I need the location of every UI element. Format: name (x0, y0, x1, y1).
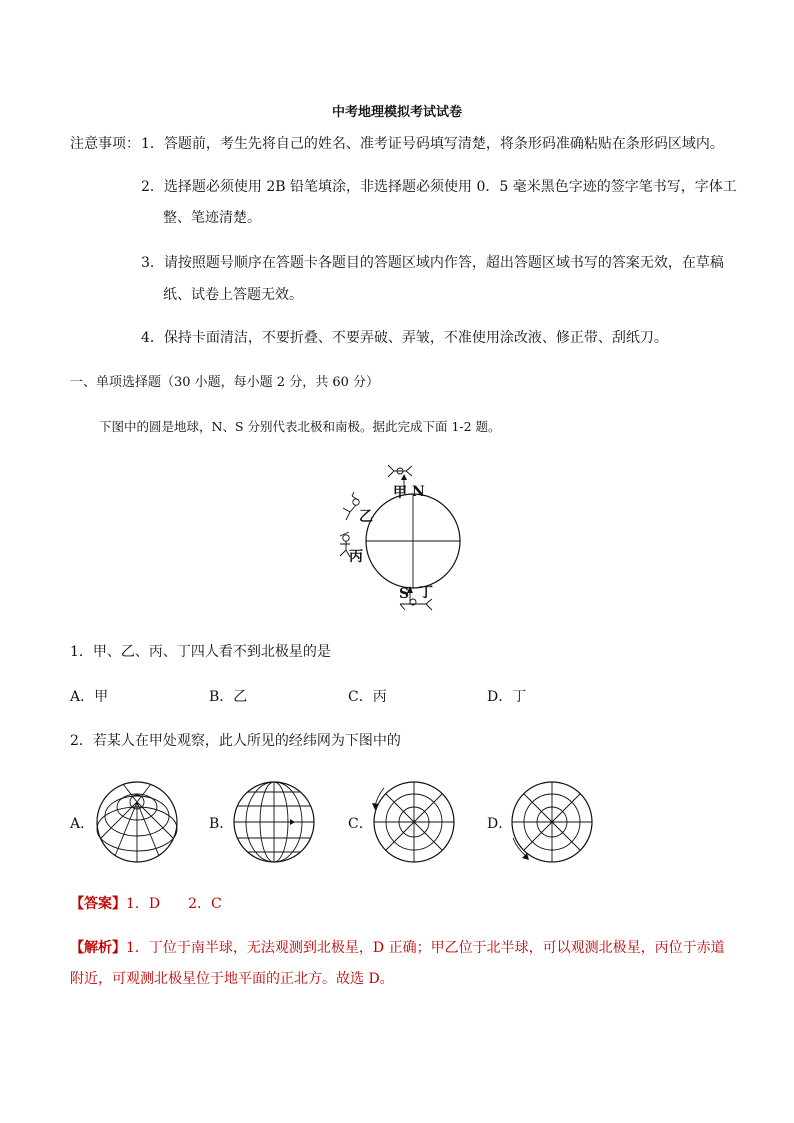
analysis-text-1: 1．丁位于南半球，无法观测到北极星，D 正确；甲乙位于北半球，可以观测北极星，丙位于赤道 (126, 940, 725, 956)
globe-b (232, 780, 316, 864)
north-arrowhead (401, 474, 407, 480)
person-jia-icon (388, 465, 412, 477)
question-1-option-a: A．甲 (70, 689, 109, 705)
notice-item-2-line-2: 整、笔迹清楚。 (163, 210, 261, 226)
page-title: 中考地理模拟考试试卷 (331, 105, 462, 120)
globe-c (372, 780, 456, 864)
answer-line (70, 897, 222, 911)
globe-a (95, 780, 179, 864)
label-north: N (412, 484, 425, 500)
analysis-tag: 【解析】 (70, 940, 126, 956)
label-jia: 甲 (393, 485, 407, 501)
globe-d (510, 780, 594, 864)
question-intro: 下图中的圆是地球，N、S 分别代表北极和南极。据此完成下面 1-2 题。 (99, 419, 501, 434)
answer-tag: 【答案】 (70, 896, 126, 912)
question-1-option-d: D．丁 (487, 689, 527, 705)
notice-label: 注意事项： (70, 136, 140, 152)
notice-item-2-line-1: 2．选择题必须使用 2B 铅笔填涂，非选择题必须使用 0．5 毫米黑色字迹的签字笔书写，字体工 (141, 179, 737, 195)
answer-text: 1．D 2．C (126, 896, 222, 912)
question-1-option-b: B．乙 (209, 689, 248, 705)
label-ding: 丁 (419, 585, 433, 601)
analysis-line-2: 附近，可观测北极星位于地平面的正北方。故选 D。 (70, 971, 394, 987)
person-yi-icon (343, 492, 359, 520)
notice-item-4: 4．保持卡面清洁，不要折叠、不要弄破、弄皱，不准使用涂改液、修正带、刮纸刀。 (141, 330, 668, 346)
question-2-option-a: A． (70, 816, 95, 832)
question-2-option-b: B． (209, 816, 234, 832)
question-1-option-c: C．丙 (348, 689, 387, 705)
label-yi: 乙 (359, 509, 373, 525)
question-1-stem: 1．甲、乙、丙、丁四人看不到北极星的是 (70, 644, 331, 660)
notice-item-1: 1．答题前，考生先将自己的姓名、准考证号码填写清楚，将条形码准确粘贴在条形码区域内。 (141, 136, 724, 152)
question-2-stem: 2．若某人在甲处观察，此人所见的经纬网为下图中的 (70, 733, 401, 749)
analysis-line-1 (70, 941, 725, 955)
notice-item-3-line-1: 3．请按照题号顺序在答题卡各题目的答题区域内作答，超出答题区域书写的答案无效，在草稿 (141, 255, 724, 271)
section-heading: 一、单项选择题（30 小题，每小题 2 分，共 60 分） (70, 375, 380, 390)
label-bing: 丙 (349, 549, 363, 565)
question-2-option-c: C． (348, 816, 373, 832)
notice-item-3-line-2: 纸、试卷上答题无效。 (163, 287, 303, 303)
label-south: S (399, 586, 410, 602)
question-2-option-d: D． (487, 816, 513, 832)
